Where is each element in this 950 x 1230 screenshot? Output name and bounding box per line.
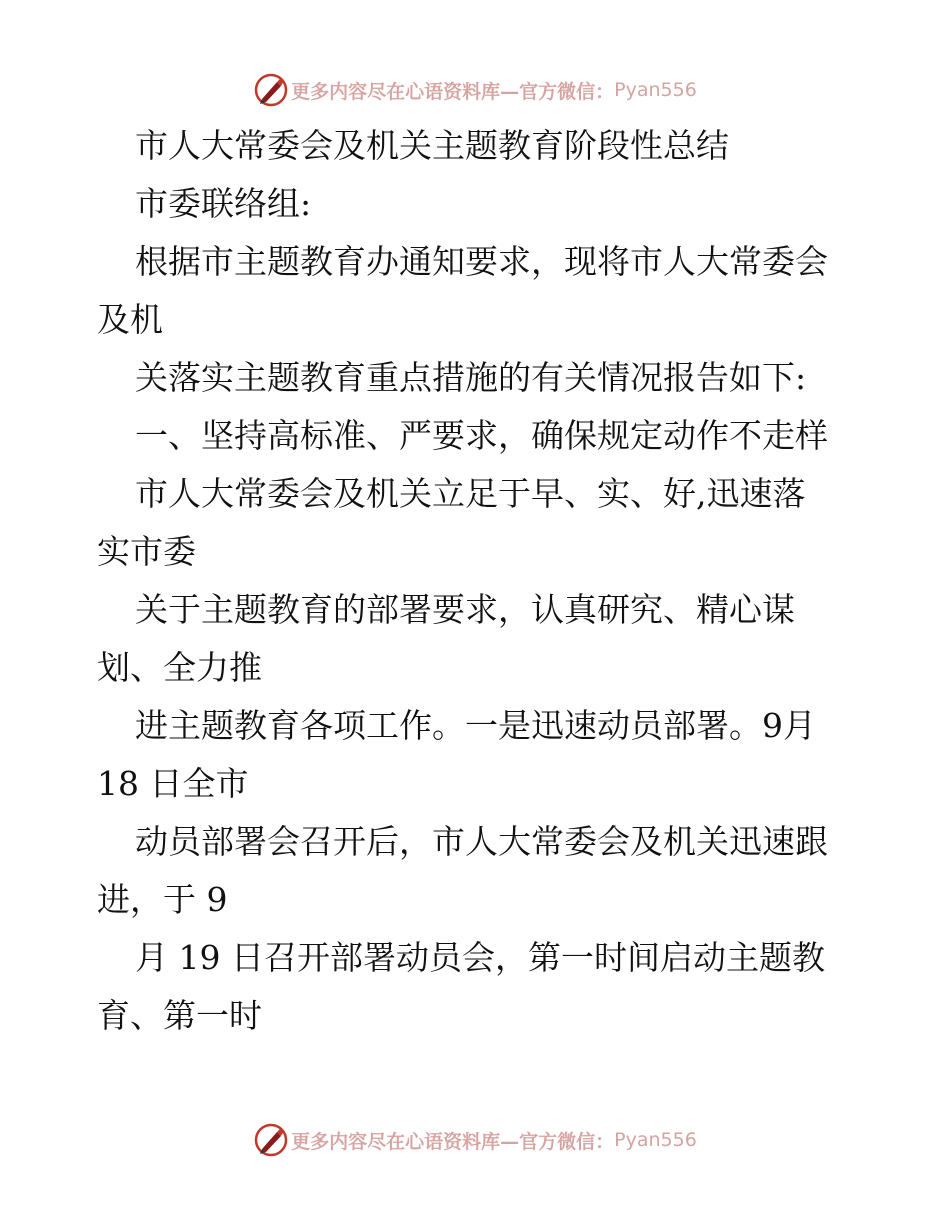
text-line: 市委联络组: — [135, 184, 312, 223]
text-line: 根据市主题教育办通知要求，现将市人大常委会 — [135, 242, 828, 281]
text-line: 及机 — [97, 300, 163, 339]
watermark-text: 更多内容尽在心语资料库—官方微信： — [291, 1130, 615, 1153]
text-line: 进主题教育各项工作。一是迅速动员部署。9月 — [135, 706, 816, 745]
pen-logo-icon — [253, 72, 289, 108]
document-body — [97, 117, 857, 1045]
text-line: 关落实主题教育重点措施的有关情况报告如下: — [135, 358, 807, 397]
text-line: 18 日全市 — [97, 764, 249, 803]
text-line: 实市委 — [97, 532, 196, 571]
header-watermark — [0, 70, 950, 110]
text-line: 进，于 9 — [97, 880, 228, 919]
text-line: 关于主题教育的部署要求，认真研究、精心谋 — [135, 590, 795, 629]
text-line: 动员部署会召开后，市人大常委会及机关迅速跟 — [135, 822, 828, 861]
watermark-id: Pyan556 — [614, 79, 697, 101]
footer-watermark — [0, 1120, 950, 1160]
pen-logo-icon — [253, 1122, 289, 1158]
watermark-id: Pyan556 — [614, 1129, 697, 1151]
text-line: 市人大常委会及机关主题教育阶段性总结 — [135, 126, 729, 165]
text-line: 市人大常委会及机关立足于早、实、好,迅速落 — [135, 474, 806, 513]
watermark-text: 更多内容尽在心语资料库—官方微信： — [291, 80, 615, 103]
text-line: 一、坚持高标准、严要求，确保规定动作不走样 — [135, 416, 828, 455]
text-line: 划、全力推 — [97, 648, 262, 687]
text-line: 月 19 日召开部署动员会，第一时间启动主题教 — [135, 938, 825, 977]
text-line: 育、第一时 — [97, 996, 262, 1035]
